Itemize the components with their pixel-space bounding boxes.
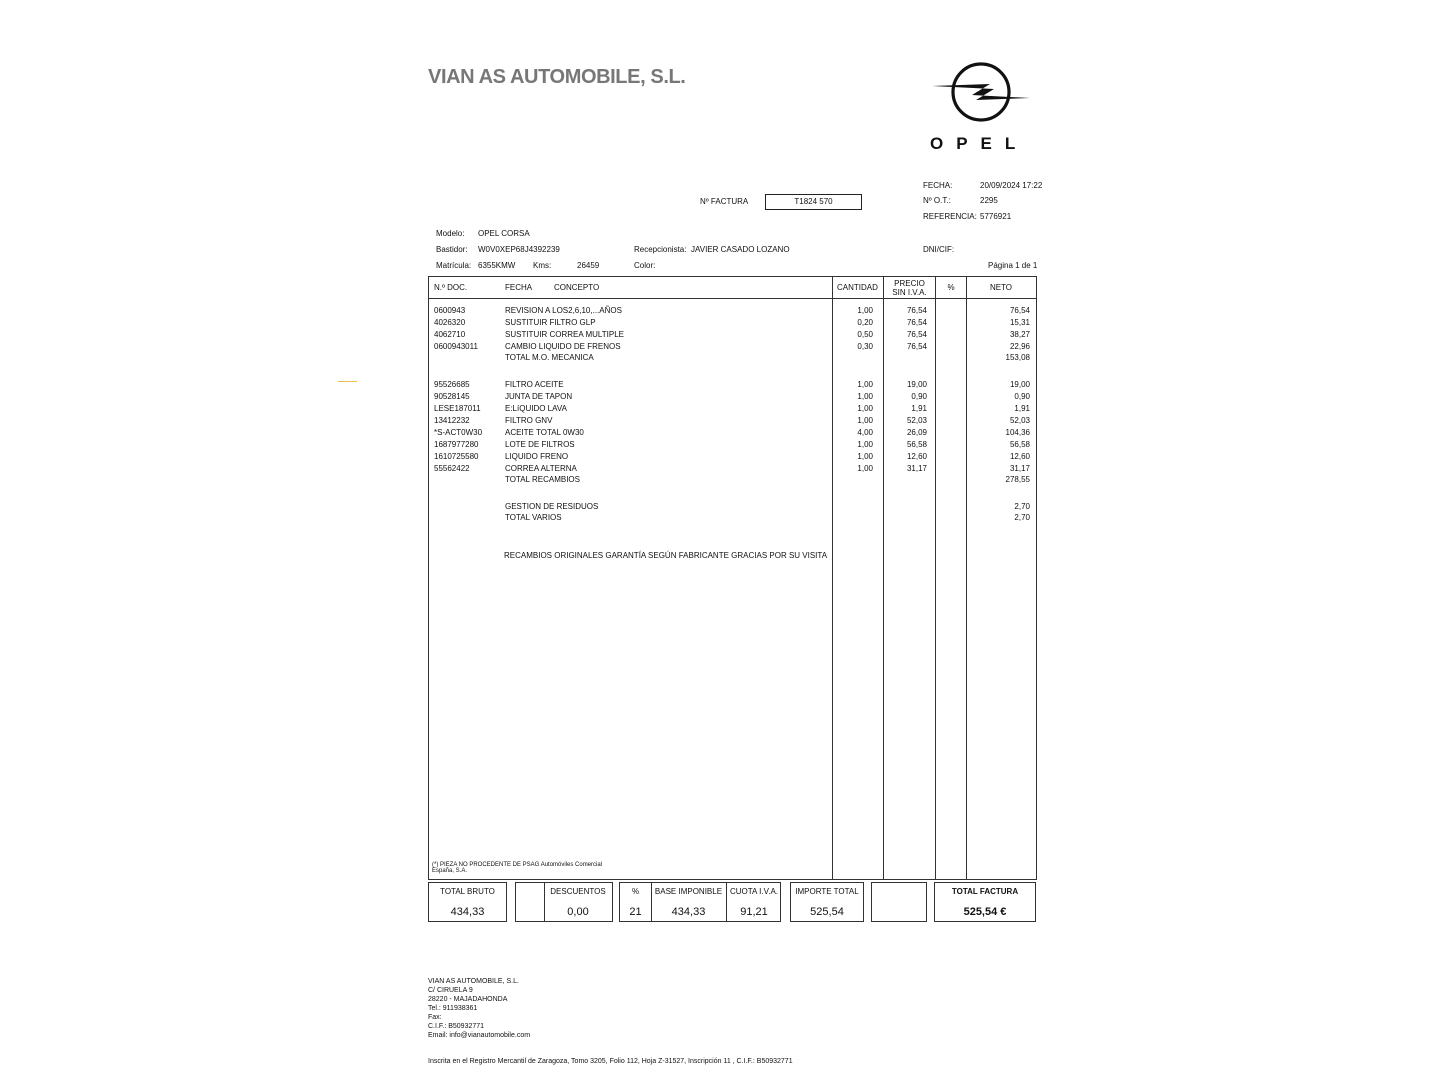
header-precio-sub: SIN I.V.A. — [892, 288, 927, 297]
row-precio: 76,54 — [906, 342, 927, 351]
matricula-label: Matrícula: — [436, 261, 472, 270]
row-cantidad: 1,00 — [857, 440, 873, 449]
total-bruto-value: 434,33 — [450, 906, 485, 918]
pct-label: % — [631, 887, 640, 896]
recepcionista-label: Recepcionista: — [634, 245, 687, 254]
table-row — [0, 380, 1440, 392]
warranty-note: RECAMBIOS ORIGINALES GARANTÍA SEGÚN FABRICANTE GRACIAS POR SU VISITA — [504, 551, 828, 560]
pct-value: 21 — [629, 906, 642, 918]
row-precio: 12,60 — [906, 452, 927, 461]
company-name: VIAN AS AUTOMOBILE, S.L. — [428, 66, 686, 88]
factura-label: Nº FACTURA — [700, 197, 749, 206]
row-doc: 4062710 — [434, 330, 466, 339]
color-label: Color: — [634, 261, 656, 270]
row-concepto: TOTAL RECAMBIOS — [505, 475, 580, 484]
footer-line: Fax: — [428, 1014, 442, 1021]
row-neto: 12,60 — [1009, 452, 1030, 461]
row-concepto: CORREA ALTERNA — [505, 464, 577, 473]
descuentos-box — [515, 882, 613, 922]
page-number: Página 1 de 1 — [988, 261, 1038, 270]
total-factura-label: TOTAL FACTURA — [951, 887, 1019, 896]
row-neto: 56,58 — [1009, 440, 1030, 449]
row-cantidad: 0,50 — [857, 330, 873, 339]
modelo-label: Modelo: — [436, 229, 465, 238]
row-concepto: ACEITE TOTAL 0W30 — [505, 428, 584, 437]
header-fecha: FECHA — [505, 283, 533, 292]
row-precio: 19,00 — [906, 380, 927, 389]
row-concepto: CAMBIO LIQUIDO DE FRENOS — [505, 342, 621, 351]
row-precio: 26,09 — [906, 428, 927, 437]
base-imponible-value: 434,33 — [671, 906, 706, 918]
row-doc: LESE187011 — [434, 404, 481, 413]
row-doc: 13412232 — [434, 416, 470, 425]
col-divider-cantidad — [832, 276, 833, 879]
modelo-value: OPEL CORSA — [478, 229, 530, 238]
table-row — [0, 513, 1440, 525]
row-doc: 4026320 — [434, 318, 466, 327]
row-cantidad: 0,30 — [857, 342, 873, 351]
col-divider-neto — [966, 276, 967, 879]
total-factura-value: 525,54 € — [963, 906, 1007, 918]
header-cantidad: CANTIDAD — [837, 283, 878, 292]
table-row — [0, 475, 1440, 487]
table-row — [0, 440, 1440, 452]
row-cantidad: 4,00 — [857, 428, 873, 437]
row-precio: 31,17 — [906, 464, 927, 473]
row-concepto: LOTE DE FILTROS — [505, 440, 575, 449]
row-neto: 2,70 — [1014, 502, 1030, 511]
bastidor-label: Bastidor: — [436, 245, 468, 254]
row-concepto: LIQUIDO FRENO — [505, 452, 569, 461]
row-concepto: SUSTITUIR CORREA MULTIPLE — [505, 330, 624, 339]
row-precio: 52,03 — [906, 416, 927, 425]
registry-note: Inscrita en el Registro Mercantil de Zaragoza, Tomo 3205, Folio 112, Hoja Z-31527, Inscripción 11 , C.I.F.: B50932771 — [428, 1058, 793, 1065]
row-cantidad: 1,00 — [857, 416, 873, 425]
row-concepto: REVISION A LOS2,6,10,...AÑOS — [505, 306, 622, 315]
row-concepto: GESTION DE RESIDUOS — [505, 502, 599, 511]
descuentos-label: DESCUENTOS — [550, 887, 606, 896]
col-divider-pct — [935, 276, 936, 879]
col-divider-precio — [883, 276, 884, 879]
row-cantidad: 1,00 — [857, 464, 873, 473]
total-factura-box — [934, 882, 1036, 922]
row-cantidad: 1,00 — [857, 380, 873, 389]
fecha-value: 20/09/2024 17:22 — [980, 181, 1043, 190]
total-bruto-label: TOTAL BRUTO — [440, 887, 495, 896]
fecha-label: FECHA: — [923, 181, 953, 190]
row-cantidad: 1,00 — [857, 452, 873, 461]
row-cantidad: 0,20 — [857, 318, 873, 327]
row-neto: 104,36 — [1005, 428, 1030, 437]
row-neto: 22,96 — [1009, 342, 1030, 351]
row-doc: 0600943011 — [434, 342, 478, 351]
row-neto: 153,08 — [1005, 353, 1030, 362]
footer-line: VIAN AS AUTOMOBILE, S.L. — [428, 978, 519, 985]
row-precio: 76,54 — [906, 330, 927, 339]
row-precio: 0,90 — [911, 392, 927, 401]
bastidor-value: W0V0XEP68J4392239 — [478, 245, 560, 254]
row-concepto: E:LíQUIDO LAVA — [505, 404, 567, 413]
kms-label: Kms: — [533, 261, 552, 270]
base-imponible-label: BASE IMPONIBLE — [654, 887, 723, 896]
row-cantidad: 1,00 — [857, 404, 873, 413]
empty-box — [871, 882, 927, 922]
iva-box — [619, 882, 781, 922]
table-row — [0, 428, 1440, 440]
header-precio: PRECIO — [894, 279, 925, 288]
footer-line: Email: info@vianautomobile.com — [428, 1032, 531, 1039]
header-divider — [428, 298, 1036, 299]
ref-label: REFERENCIA: — [923, 212, 977, 221]
importe-total-value: 525,54 — [810, 906, 844, 918]
row-concepto: TOTAL M.O. MECANICA — [505, 353, 594, 362]
row-doc: 90528145 — [434, 392, 470, 401]
row-concepto: SUSTITUIR FILTRO GLP — [505, 318, 596, 327]
row-precio: 76,54 — [906, 306, 927, 315]
row-neto: 1,91 — [1014, 404, 1030, 413]
cuota-iva-label: CUOTA I.V.A. — [729, 887, 778, 896]
header-neto: NETO — [989, 283, 1013, 292]
row-doc: 0600943 — [434, 306, 466, 315]
header-pct: % — [947, 283, 955, 292]
row-precio: 1,91 — [911, 404, 927, 413]
row-neto: 278,55 — [1005, 475, 1030, 484]
row-doc: 55562422 — [434, 464, 470, 473]
ot-value: 2295 — [980, 196, 998, 205]
recepcionista-value: JAVIER CASADO LOZANO — [691, 245, 790, 254]
row-neto: 2,70 — [1014, 513, 1030, 522]
row-concepto: FILTRO GNV — [505, 416, 553, 425]
row-doc: *S-ACT0W30 — [434, 428, 483, 437]
row-concepto: JUNTA DE TAPON — [505, 392, 573, 401]
row-neto: 38,27 — [1009, 330, 1030, 339]
row-neto: 31,17 — [1009, 464, 1030, 473]
brand-text: OPEL — [930, 134, 1029, 153]
table-row — [0, 452, 1440, 464]
row-concepto: TOTAL VARIOS — [505, 513, 562, 522]
footer-line: 28220 - MAJADAHONDA — [428, 996, 508, 1003]
ot-label: Nº O.T.: — [923, 196, 951, 205]
row-neto: 0,90 — [1014, 392, 1030, 401]
row-doc: 1687977280 — [434, 440, 479, 449]
table-row — [0, 392, 1440, 404]
footnote-line-2: España, S.A. — [432, 868, 468, 874]
footer-line: C/ CIRUELA 9 — [428, 987, 473, 994]
table-row — [0, 330, 1440, 342]
row-neto: 76,54 — [1009, 306, 1030, 315]
total-bruto-box — [428, 882, 507, 922]
table-row — [0, 318, 1440, 330]
table-row — [0, 416, 1440, 428]
header-doc: N.º DOC. — [434, 283, 468, 292]
row-cantidad: 1,00 — [857, 306, 873, 315]
row-doc: 1610725580 — [434, 452, 479, 461]
row-neto: 15,31 — [1009, 318, 1030, 327]
descuentos-value: 0,00 — [567, 906, 589, 918]
row-neto: 19,00 — [1009, 380, 1030, 389]
row-precio: 56,58 — [906, 440, 927, 449]
footer-line: C.I.F.: B50932771 — [428, 1023, 485, 1030]
row-doc: 95526685 — [434, 380, 470, 389]
ref-value: 5776921 — [980, 212, 1012, 221]
importe-total-box — [790, 882, 864, 922]
table-row — [0, 353, 1440, 365]
items-table — [428, 276, 1037, 880]
row-neto: 52,03 — [1009, 416, 1030, 425]
row-cantidad: 1,00 — [857, 392, 873, 401]
matricula-value: 6355KMW — [478, 261, 516, 270]
header-concepto: CONCEPTO — [554, 283, 600, 292]
table-row — [0, 306, 1440, 318]
kms-value: 26459 — [577, 261, 600, 270]
table-row — [0, 404, 1440, 416]
factura-number: T1824 570 — [765, 194, 862, 210]
dni-label: DNI/CIF: — [923, 245, 955, 254]
importe-total-label: IMPORTE TOTAL — [795, 887, 859, 896]
footnote-line-1: (*) PIEZA NO PROCEDENTE DE PSAG Automóviles Comercial — [432, 862, 603, 868]
cuota-iva-value: 91,21 — [740, 906, 768, 918]
row-precio: 76,54 — [906, 318, 927, 327]
footer-line: Tel.: 911938361 — [428, 1005, 478, 1012]
row-concepto: FILTRO ACEITE — [505, 380, 564, 389]
company-footer — [428, 977, 728, 1040]
